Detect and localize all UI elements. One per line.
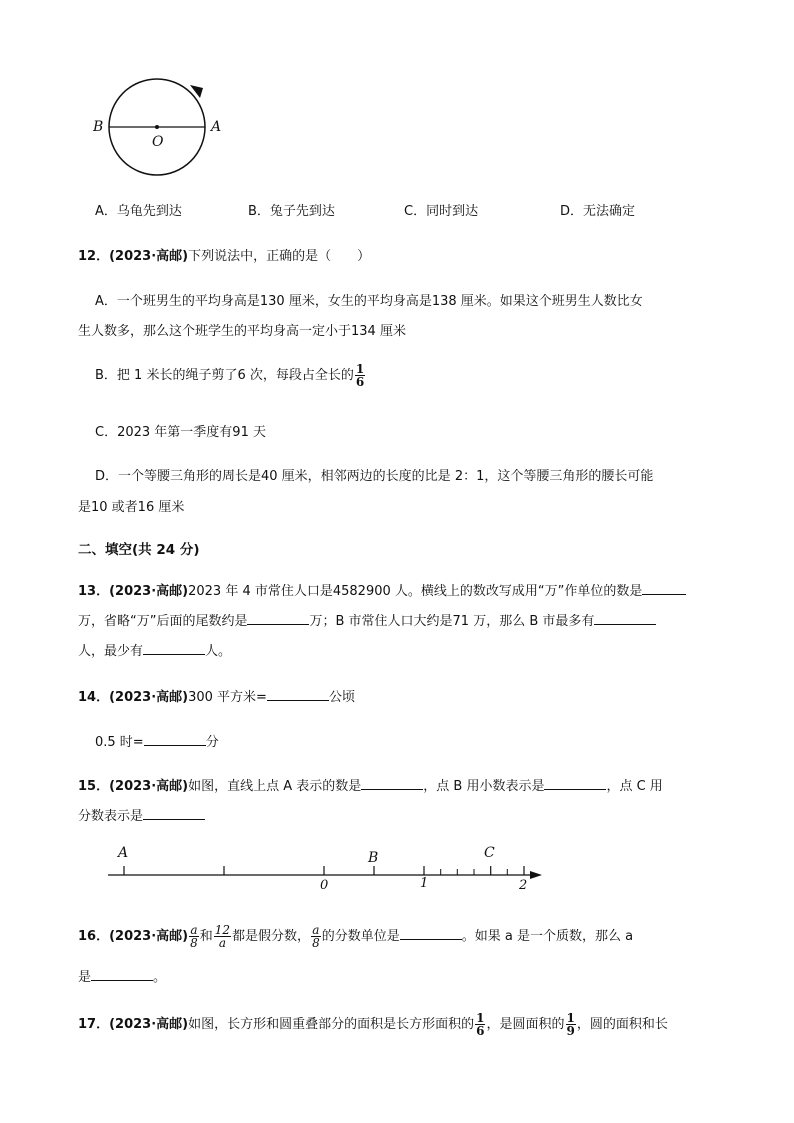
q12-d-line2: 是10 或者16 厘米 <box>78 500 185 515</box>
q17-text: ，是圆面积的 <box>486 1017 565 1032</box>
q12-line <box>78 245 370 264</box>
fraction-denominator: 9 <box>566 1024 575 1038</box>
q14-line1 <box>78 686 355 705</box>
fraction-denominator: a <box>218 936 226 950</box>
q17-line1 <box>78 1012 668 1037</box>
center-dot <box>155 125 159 129</box>
circle-diagram <box>90 76 230 176</box>
tick-label-0: 0 <box>320 878 329 893</box>
q14-text: 公顷 <box>328 690 355 705</box>
q15-text: 如图，直线上点 A 表示的数是 <box>188 779 362 794</box>
q16-text: 。如果 a 是一个质数，那么 a <box>461 929 634 944</box>
fraction <box>189 924 199 949</box>
fraction-numerator: 1 <box>355 362 365 376</box>
q16-text: 。 <box>153 970 167 985</box>
option-a: A．乌龟先到达 <box>95 204 182 219</box>
fraction-denominator: 8 <box>312 936 320 950</box>
tick-label-2: 2 <box>519 878 528 893</box>
q14-text: 分 <box>205 735 219 750</box>
fraction-numerator: a <box>312 923 320 937</box>
direction-arrow-icon <box>190 85 203 98</box>
q13-text: 万，省略“万”后面的尾数约是 <box>78 614 248 629</box>
q17-number: 17．(2023·高邮) <box>78 1017 189 1032</box>
q12-d-line1: D．一个等腰三角形的周长是40 厘米，相邻两边的长度的比是 2：1，这个等腰三角形的腰长可能 <box>95 469 654 484</box>
option-b: B．兔子先到达 <box>248 204 335 219</box>
q16-line2 <box>78 966 166 985</box>
label-a: A <box>211 119 222 135</box>
answer-blank[interactable] <box>400 925 462 940</box>
answer-blank[interactable] <box>544 775 606 790</box>
fraction <box>475 1012 485 1037</box>
q17-text: 如图，长方形和圆重叠部分的面积是长方形面积的 <box>188 1017 475 1032</box>
label-b: B <box>93 119 104 135</box>
answer-blank[interactable] <box>143 640 205 655</box>
fraction-numerator: a <box>190 923 198 937</box>
q15-text: ，点 B 用小数表示是 <box>423 779 545 794</box>
answer-blank[interactable] <box>91 966 153 981</box>
q12-b-text: B．把 1 米长的绳子剪了6 次，每段占全长的 <box>95 368 354 383</box>
q13-text: 人，最少有 <box>78 644 144 659</box>
q13-number: 13．(2023·高邮) <box>78 584 189 599</box>
q11-figure <box>90 76 230 176</box>
answer-blank[interactable] <box>361 775 423 790</box>
fraction-numerator: 12 <box>214 923 231 937</box>
q15-number: 15．(2023·高邮) <box>78 779 189 794</box>
answer-blank[interactable] <box>267 686 329 701</box>
option-c: C．同时到达 <box>404 204 479 219</box>
fraction-denominator: 6 <box>355 375 365 389</box>
q14-text: 0.5 时= <box>95 735 144 750</box>
fraction <box>214 924 231 949</box>
q15-line2 <box>78 805 205 824</box>
section-heading: 二、填空(共 24 分) <box>78 542 200 558</box>
q13-text: 万；B 市常住人口大约是71 万，那么 B 市最多有 <box>309 614 595 629</box>
point-a-label: A <box>118 845 129 861</box>
q12-number: 12．(2023·高邮) <box>78 249 189 264</box>
q12-a-line2: 生人数多，那么这个班学生的平均身高一定小于134 厘米 <box>78 324 406 339</box>
fraction <box>566 1012 576 1037</box>
axis-arrow-icon <box>530 871 542 879</box>
q12-a-line1: A．一个班男生的平均身高是130 厘米，女生的平均身高是138 厘米。如果这个班男生人数比女 <box>95 294 643 309</box>
q12-b-line <box>95 363 366 388</box>
q17-text: ，圆的面积和长 <box>576 1017 668 1032</box>
q13-text: 人。 <box>205 644 232 659</box>
fraction-denominator: 8 <box>190 936 198 950</box>
q12-stem: 下列说法中，正确的是（ ） <box>188 249 371 264</box>
q14-text: 300 平方米= <box>188 690 267 705</box>
point-c-label: C <box>484 845 495 861</box>
point-b-label: B <box>368 850 379 866</box>
tick-label-1: 1 <box>420 876 429 891</box>
q16-text: 的分数单位是 <box>321 929 400 944</box>
label-o: O <box>152 134 164 150</box>
answer-blank[interactable] <box>143 805 205 820</box>
answer-blank[interactable] <box>144 731 206 746</box>
fraction-numerator: 1 <box>566 1011 575 1025</box>
answer-blank[interactable] <box>247 610 309 625</box>
option-d: D．无法确定 <box>560 204 636 219</box>
q14-number: 14．(2023·高邮) <box>78 690 189 705</box>
q13-line1 <box>78 580 686 599</box>
fraction <box>355 363 365 388</box>
q13-line3 <box>78 640 231 659</box>
q15-text: 分数表示是 <box>78 809 144 824</box>
q12-c-line: C．2023 年第一季度有91 天 <box>95 425 266 440</box>
fraction <box>311 924 321 949</box>
fraction-denominator: 6 <box>476 1024 485 1038</box>
q16-number: 16．(2023·高邮) <box>78 929 189 944</box>
fraction-numerator: 1 <box>476 1011 485 1025</box>
q16-text: 和 <box>199 929 213 944</box>
q13-text: 2023 年 4 市常住人口是4582900 人。横线上的数改写成用“万”作单位的数是 <box>188 584 643 599</box>
q14-line2 <box>95 731 219 750</box>
q16-line1 <box>78 924 633 949</box>
answer-blank[interactable] <box>642 580 686 595</box>
q15-line1 <box>78 775 663 794</box>
q13-line2 <box>78 610 656 629</box>
q15-text: ，点 C 用 <box>606 779 663 794</box>
q16-text: 都是假分数， <box>232 929 311 944</box>
q16-text: 是 <box>78 970 92 985</box>
answer-blank[interactable] <box>594 610 656 625</box>
